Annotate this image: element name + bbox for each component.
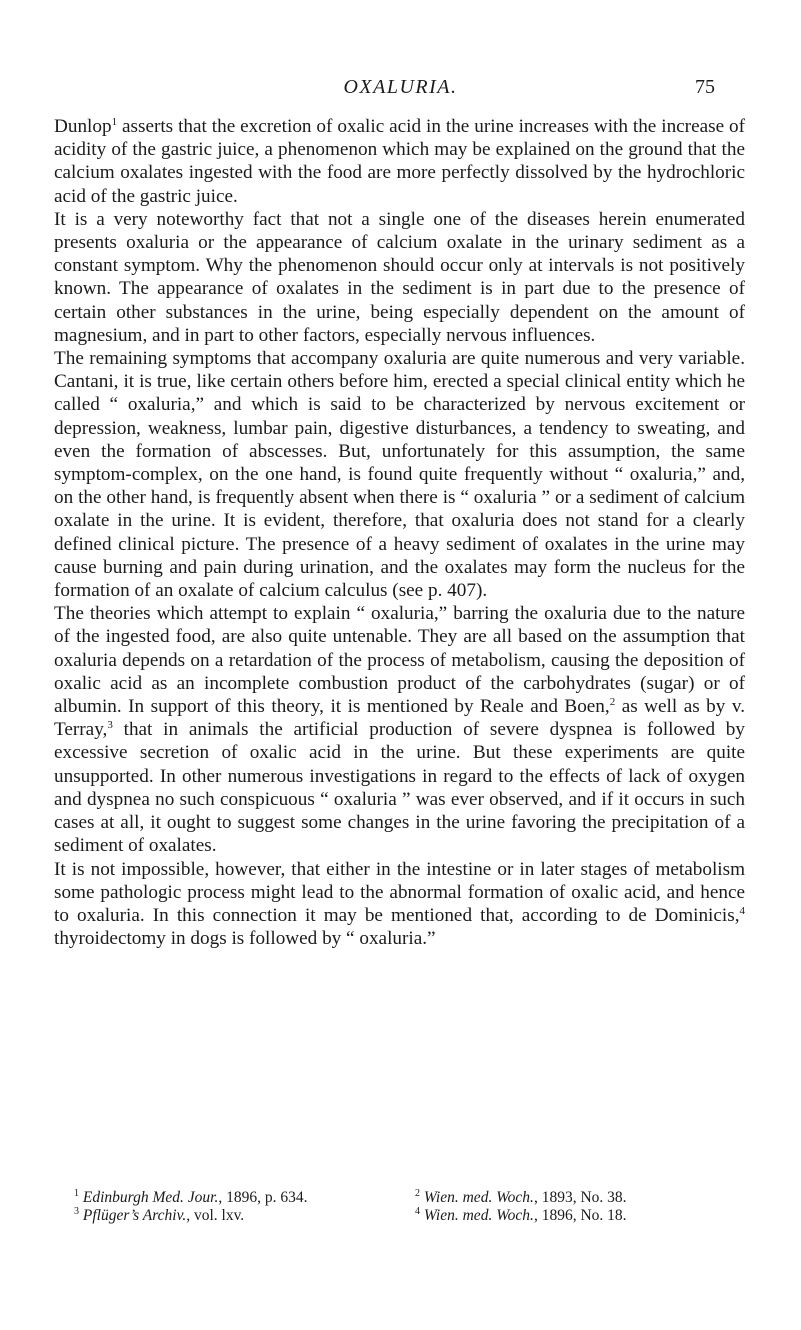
footnote-ref: 3 xyxy=(107,719,113,732)
paragraph xyxy=(54,208,745,347)
text-run: The remaining symptoms that accompany oxaluria are quite numerous and very variable. Cantani, it is true, like certain others before him, erected a special clinical entity which he called “ oxaluria,” and which is said to be characterized by nervous excitement or depression, weakness, lumbar pain, digestive disturbances, a tendency to sweating, and even the formation of abscesses. But, unfortunately for this assumption, the same symptom-complex, on the one hand, is found quite frequently without “ oxaluria,” and, on the other hand, is frequently absent when there is “ oxaluria ” or a sediment of calcium oxalate in the urine. It is evident, therefore, that oxaluria does not stand for a clearly defined clinical picture. The presence of a heavy sediment of oxalates in the urine may cause burning and pain during urination, and the oxalates may form the nucleus for the formation of an oxalate of calcium calculus (see p. 407). xyxy=(54,348,745,602)
footnote-ref: 2 xyxy=(609,696,616,709)
footnote-ref: 1 xyxy=(111,116,118,128)
body-text xyxy=(54,115,745,950)
paragraph xyxy=(54,858,745,951)
text-run: It is not impossible, however, that either in the intestine or in later stages of metabolism some pathologic process might lead to the abnormal formation of oxalic acid, and hence to oxaluria. In this connection it may be mentioned that, according to de Dominicis, xyxy=(54,858,745,926)
text-run: that in animals the artificial production of severe dyspnea is followed by excessive secretion of oxalic acid in the urine. But these experiments are quite unsupported. In other numerous investigations in regard to the effects of lack of oxygen and dyspnea no such conspicuous “ oxaluria ” was ever observed, and if it occurs in such cases at all, it ought to suggest some changes in the urine favoring the precipitation of a sediment of oxalates. xyxy=(54,719,745,857)
footnote-detail: , 1896, p. 634. xyxy=(218,1189,308,1206)
footnote xyxy=(74,1189,404,1207)
text-run: as well as by v. Terray, xyxy=(54,696,745,741)
footnote xyxy=(415,1207,745,1225)
text-run: It is a very noteworthy fact that not a single one of the diseases herein enumerated presents oxaluria or the appearance of calcium oxalate in the urinary sediment as a constant symptom. Why the phenomenon should occur only at intervals is not positively known. The appearance of oxalates in the sediment is in part due to the presence of certain other substances in the urine, being especially dependent on the amount of magnesium, and in part to other factors, especially nervous influences. xyxy=(54,208,745,346)
footnote-source: Pflüger’s Archiv. xyxy=(82,1207,187,1224)
paragraph xyxy=(54,602,745,857)
footnote-row xyxy=(74,1207,745,1225)
footnotes xyxy=(74,1189,745,1225)
footnote-number: 2 xyxy=(415,1188,420,1199)
running-title: OXALURIA. xyxy=(343,76,458,98)
text-run: The theories which attempt to explain “ oxaluria,” barring the oxaluria due to the nature of the ingested food, are also quite untenable. They are all based on the assumption that oxaluria depends on a retardation of the process of metabolism, causing the deposition of oxalic acid as an incomplete combustion product of the carbohydrates (sugar) or of albumin. In support of this theory, it is mentioned by Reale and Boen, xyxy=(54,603,745,718)
footnote-ref: 4 xyxy=(739,904,745,917)
paragraph xyxy=(54,115,745,208)
footnote-number: 1 xyxy=(74,1188,79,1199)
footnote-detail: , 1896, No. 18. xyxy=(533,1207,627,1224)
footnote-number: 4 xyxy=(415,1206,420,1217)
footnote-detail: , 1893, No. 38. xyxy=(533,1189,627,1206)
footnote-source: Edinburgh Med. Jour. xyxy=(82,1189,219,1206)
footnote-number: 3 xyxy=(74,1206,79,1217)
footnote-source: Wien. med. Woch. xyxy=(423,1207,534,1224)
text-run: thyroidectomy in dogs is followed by “ oxaluria.” xyxy=(54,928,436,950)
footnote-source: Wien. med. Woch. xyxy=(423,1189,534,1206)
page-header xyxy=(0,76,801,106)
page-number: 75 xyxy=(695,76,715,98)
footnote xyxy=(415,1189,745,1207)
footnote-detail: , vol. lxv. xyxy=(186,1207,245,1224)
footnote xyxy=(74,1207,404,1225)
text-run: Dunlop xyxy=(54,116,112,137)
footnote-row xyxy=(74,1189,745,1207)
paragraph xyxy=(54,347,745,602)
text-run: asserts that the excretion of oxalic acid in the urine increases with the increase of acidity of the gastric juice, a phenomenon which may be explained on the ground that the calcium oxalates ingested with the food are more perfectly dissolved by the hydrochloric acid of the gastric juice. xyxy=(54,116,745,207)
